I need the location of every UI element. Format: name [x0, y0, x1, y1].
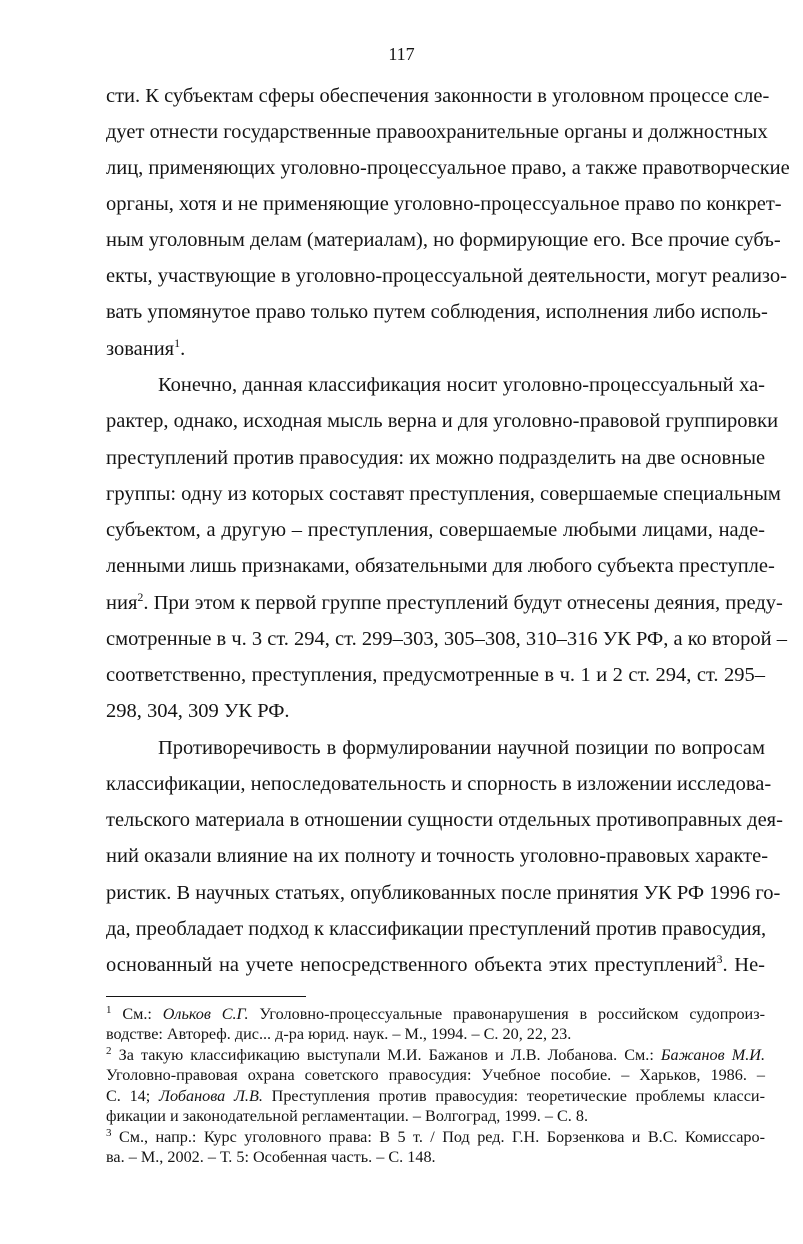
- footnote-2-line: фикации и законодательной регламентации. – Волгоград, 1999. – С. 8.: [106, 1107, 588, 1125]
- body-line: 298, 304, 309 УК РФ.: [106, 700, 290, 722]
- footnote-3-line: ва. – М., 2002. – Т. 5: Особенная часть. – С. 148.: [106, 1148, 436, 1166]
- body-line: Конечно, данная классификация носит уголовно-процессуальный ха-: [158, 374, 765, 396]
- body-line: преступлений против правосудия: их можно подразделить на две основные: [106, 447, 766, 469]
- body-line: лиц, применяющих уголовно-процессуальное право, а также правотворческие: [106, 157, 790, 179]
- body-line: группы: одну из которых составят преступления, совершаемые специальным: [106, 483, 781, 505]
- footnote-author: Лобанова Л.В.: [159, 1087, 263, 1105]
- footnote-author: Бажанов М.И.: [660, 1046, 765, 1064]
- footnote-ref-2[interactable]: 2: [137, 590, 144, 604]
- body-line: ным уголовным делам (материалам), но формирующие его. Все прочие субъ-: [106, 229, 781, 251]
- footnote-mark: 3: [106, 1127, 112, 1139]
- footnote-1-line: водстве: Автореф. дис... д-ра юрид. наук. – М., 1994. – С. 20, 22, 23.: [106, 1025, 572, 1043]
- body-line: дует отнести государственные правоохранительные органы и должностных: [106, 121, 768, 143]
- body-line: рактер, однако, исходная мысль верна и для уголовно-правовой группировки: [106, 410, 779, 432]
- body-line: Противоречивость в формулировании научной позиции по вопросам: [158, 737, 765, 759]
- body-line: [106, 590, 783, 615]
- footnote-separator: [106, 996, 306, 997]
- body-text: основанный на учете непосредственного объекта этих преступлений: [106, 954, 717, 976]
- body-line: [106, 953, 765, 977]
- body-line: вать упомянутое право только путем соблюдения, исполнения либо исполь-: [106, 301, 768, 323]
- body-text: ния: [106, 592, 138, 614]
- footnote-text: С. 14;: [106, 1087, 159, 1105]
- body-line: смотренные в ч. 3 ст. 294, ст. 299–303, 305–308, 310–316 УК РФ, а ко второй –: [106, 628, 787, 650]
- footnote-2: [106, 1046, 765, 1065]
- footnote-mark: 1: [106, 1004, 112, 1016]
- body-line: ристик. В научных статьях, опубликованных после принятия УК РФ 1996 го-: [106, 882, 781, 904]
- body-line: да, преобладает подход к классификации преступлений против правосудия,: [106, 918, 767, 940]
- body-line: соответственно, преступления, предусмотренные в ч. 1 и 2 ст. 294, ст. 295–: [106, 664, 765, 686]
- body-line: сти. К субъектам сферы обеспечения законности в уголовном процессе сле-: [106, 85, 770, 107]
- footnote-1: [106, 1005, 765, 1024]
- footnote-mark: 2: [106, 1045, 112, 1057]
- footnote-3: [106, 1128, 765, 1147]
- body-line: субъектом, а другую – преступления, совершаемые любыми лицами, наде-: [106, 519, 765, 541]
- page-number: 117: [388, 44, 415, 64]
- body-line: ленными лишь признаками, обязательными для любого субъекта преступле-: [106, 555, 775, 577]
- footnote-text: См., напр.: Курс уголовного права: В 5 т. / Под ред. Г.Н. Борзенкова и В.С. Комиссаро-: [118, 1128, 766, 1146]
- footnote-author: Ольков С.Г.: [162, 1005, 249, 1023]
- body-text: . При этом к первой группе преступлений будут отнесены деяния, преду-: [143, 592, 783, 614]
- body-text: . Не-: [722, 954, 765, 976]
- body-line: ний оказали влияние на их полноту и точность уголовно-правовых характе-: [106, 845, 769, 867]
- footnote-2-line: [106, 1087, 765, 1106]
- footnote-text: Уголовно-процессуальные правонарушения в российском судопроиз-: [248, 1005, 766, 1023]
- body-line: [106, 337, 765, 361]
- footnote-2-line: Уголовно-правовая охрана советского правосудия: Учебное пособие. – Харьков, 1986. –: [106, 1066, 765, 1084]
- body-text: зования: [106, 338, 175, 360]
- period: .: [180, 338, 186, 360]
- footnote-ref-1[interactable]: 1: [174, 336, 181, 350]
- footnote-ref-3[interactable]: 3: [716, 952, 723, 966]
- footnote-text: Преступления против правосудия: теоретические проблемы класси-: [262, 1087, 765, 1105]
- footnote-text: За такую классификацию выступали М.И. Бажанов и Л.В. Лобанова. См.:: [118, 1046, 661, 1064]
- body-line: екты, участвующие в уголовно-процессуальной деятельности, могут реализо-: [106, 265, 787, 287]
- body-line: тельского материала в отношении сущности отдельных противоправных дея-: [106, 809, 783, 831]
- body-line: классификации, непоследовательность и спорность в изложении исследова-: [106, 773, 772, 795]
- footnote-text: См.:: [122, 1005, 163, 1023]
- body-line: органы, хотя и не применяющие уголовно-процессуальное право по конкрет-: [106, 193, 782, 215]
